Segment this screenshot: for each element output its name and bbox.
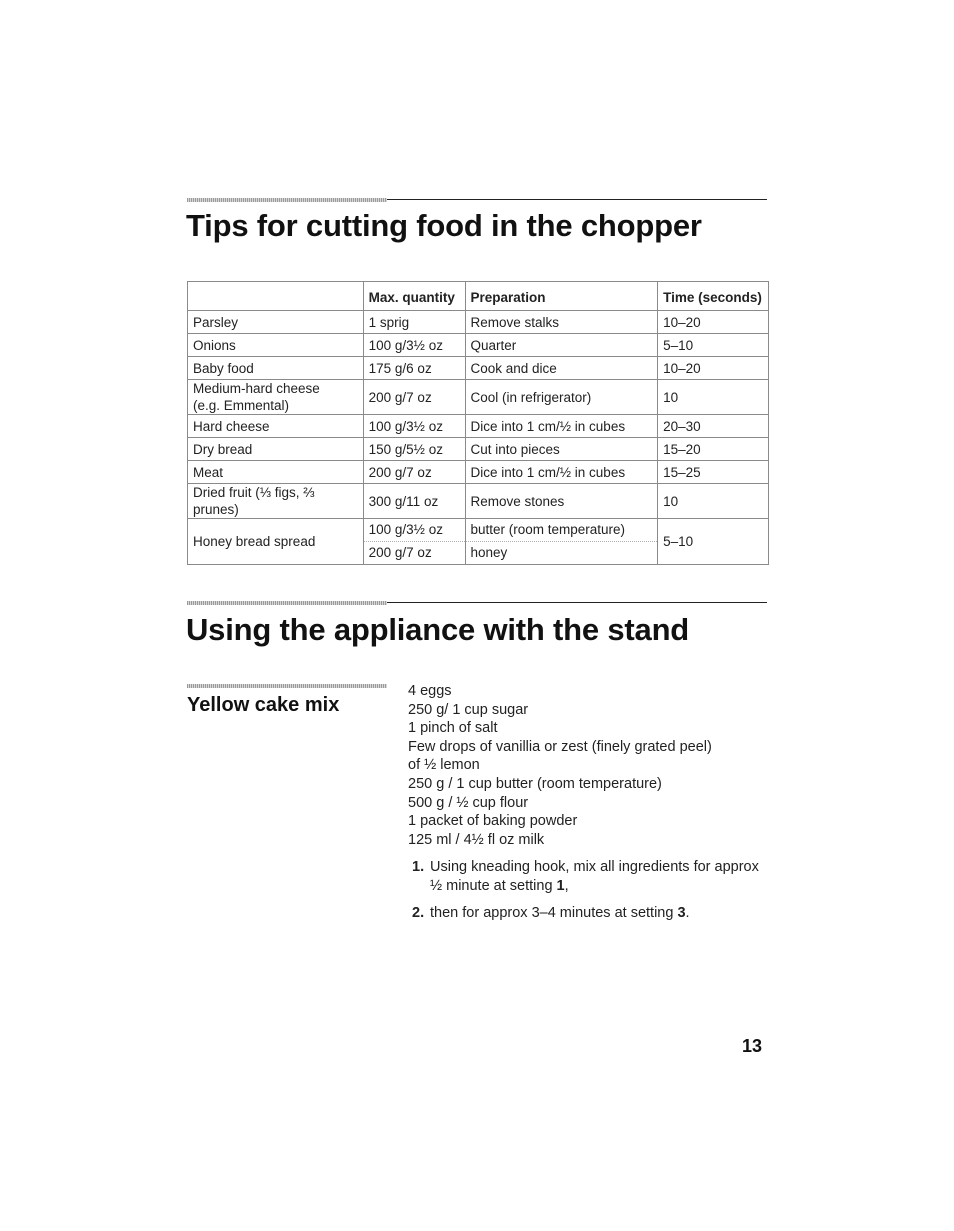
cell-time: 10–20 [658, 311, 769, 334]
section-divider-2 [187, 601, 767, 605]
step-item [412, 858, 772, 895]
ingredient-item: 1 packet of baking powder [408, 813, 578, 830]
ingredient-item: 125 ml / 4½ fl oz milk [408, 831, 545, 848]
cell-quantity: 150 g/5½ oz [363, 438, 465, 461]
cell-item: Medium-hard cheese (e.g. Emmental) [188, 380, 364, 415]
header-time: Time (seconds) [658, 282, 769, 311]
table-row [188, 415, 769, 438]
table-row [188, 380, 769, 415]
table-row [188, 334, 769, 357]
cell-preparation [465, 519, 658, 565]
step-setting: 3 [677, 905, 686, 922]
ingredient-item: 500 g / ½ cup flour [408, 794, 529, 811]
table-row [188, 484, 769, 519]
table-header-row [188, 282, 769, 311]
cell-item: Parsley [188, 311, 364, 334]
cell-quantity: 1 sprig [363, 311, 465, 334]
cell-quantity: 100 g/3½ oz [363, 415, 465, 438]
cell-preparation: Quarter [465, 334, 658, 357]
table-row [188, 357, 769, 380]
cell-time: 20–30 [658, 415, 769, 438]
step-end: , [564, 877, 569, 894]
ingredient-item: of ½ lemon [408, 757, 480, 774]
table-row [188, 438, 769, 461]
ingredient-list [408, 682, 768, 849]
table-row [188, 519, 769, 565]
quantity-butter: 100 g/3½ oz [368, 522, 443, 537]
cell-time: 5–10 [658, 519, 769, 565]
quantity-honey: 200 g/7 oz [364, 541, 465, 564]
step-number: 2. [412, 905, 425, 922]
divider-line [387, 199, 767, 200]
table-row [188, 311, 769, 334]
cell-quantity: 300 g/11 oz [363, 484, 465, 519]
ingredient-item: 4 eggs [408, 683, 452, 699]
cell-item: Meat [188, 461, 364, 484]
section-title-stand: Using the appliance with the stand [186, 612, 690, 647]
cell-time: 5–10 [658, 334, 769, 357]
cell-quantity: 100 g/3½ oz [363, 334, 465, 357]
header-preparation: Preparation [465, 282, 658, 311]
ingredient-item: Few drops of vanillia or zest (finely grated peel) [408, 738, 712, 755]
steps-list [412, 858, 772, 932]
cell-item: Baby food [188, 357, 364, 380]
cell-time: 10 [658, 380, 769, 415]
table-row [188, 461, 769, 484]
cell-quantity [363, 519, 465, 565]
ingredient-item: 1 pinch of salt [408, 720, 498, 737]
ingredient-item: 250 g / 1 cup butter (room temperature) [408, 775, 662, 792]
cell-preparation: Remove stones [465, 484, 658, 519]
cell-item: Dried fruit (⅓ figs, ⅔ prunes) [188, 484, 364, 519]
cell-quantity: 175 g/6 oz [363, 357, 465, 380]
step-number: 1. [412, 859, 425, 875]
step-item [412, 904, 772, 923]
cell-quantity: 200 g/7 oz [363, 461, 465, 484]
step-setting: 1 [556, 877, 565, 894]
cell-preparation: Cut into pieces [465, 438, 658, 461]
cell-preparation: Dice into 1 cm/½ in cubes [465, 461, 658, 484]
cell-preparation: Cook and dice [465, 357, 658, 380]
section-divider-1 [187, 198, 767, 202]
cell-item: Honey bread spread [188, 519, 364, 565]
cell-preparation: Dice into 1 cm/½ in cubes [465, 415, 658, 438]
chopper-tips-table [187, 281, 769, 565]
ingredient-item: 250 g/ 1 cup sugar [408, 701, 529, 718]
step-end: . [685, 905, 690, 922]
divider-line [387, 602, 767, 603]
step-text: Using kneading hook, mix all ingredients for approx ½ minute at setting [430, 859, 759, 894]
subsection-hatch [187, 684, 387, 688]
table-body [188, 311, 769, 565]
step-text: then for approx 3–4 minutes at setting [430, 905, 678, 922]
cell-item: Dry bread [188, 438, 364, 461]
cell-preparation: Cool (in refrigerator) [465, 380, 658, 415]
header-max-quantity: Max. quantity [363, 282, 465, 311]
cell-time: 15–20 [658, 438, 769, 461]
recipe-title: Yellow cake mix [187, 694, 340, 716]
cell-item: Hard cheese [188, 415, 364, 438]
page-number: 13 [742, 1036, 763, 1056]
divider-hatch [187, 198, 387, 202]
header-item [188, 282, 364, 311]
prep-honey: honey [466, 541, 658, 564]
cell-quantity: 200 g/7 oz [363, 380, 465, 415]
cell-time: 10–20 [658, 357, 769, 380]
cell-preparation: Remove stalks [465, 311, 658, 334]
section-title-chopper: Tips for cutting food in the chopper [186, 208, 702, 243]
cell-item: Onions [188, 334, 364, 357]
cell-time: 15–25 [658, 461, 769, 484]
prep-butter: butter (room temperature) [470, 522, 626, 537]
cell-time: 10 [658, 484, 769, 519]
divider-hatch [187, 601, 387, 605]
